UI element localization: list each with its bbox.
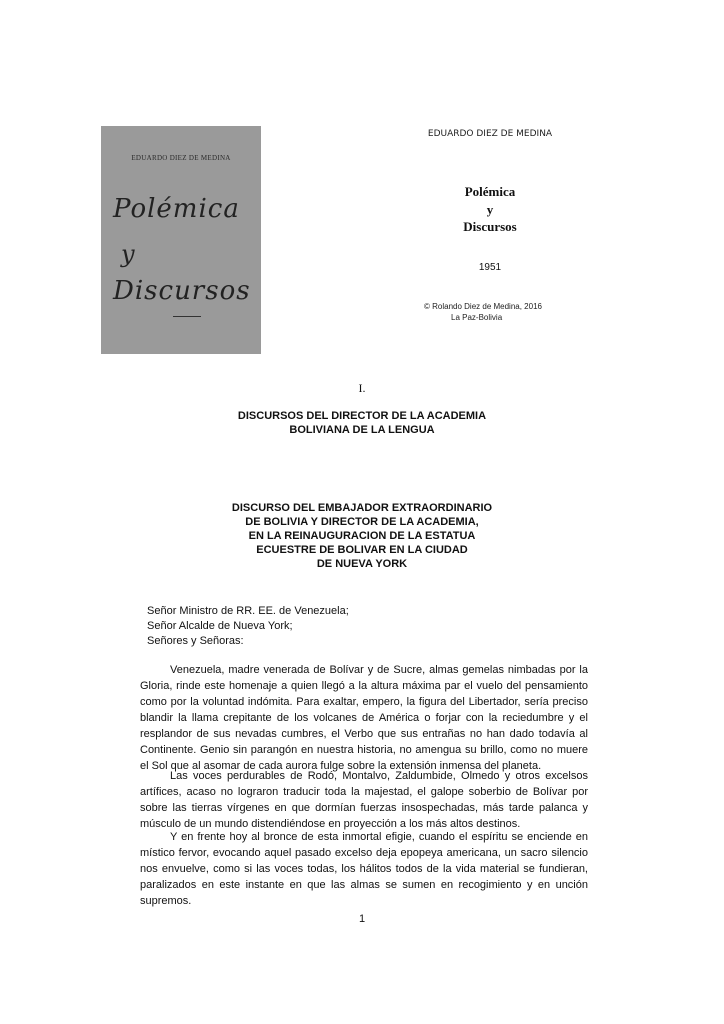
cover-title-discursos: Discursos <box>113 276 251 306</box>
paragraph-text: Las voces perdurables de Rodó, Montalvo, Zaldumbide, Olmedo y otros excelsos artífices, acaso no lograron traducir toda la majestad, el galope soberbio de Bolívar por sobre las tierras vírgenes en que dormían fuerzas insospechadas, más tarde palanca y músculo de un mundo distendiéndose en proyección a los más altos destinos. <box>140 770 588 830</box>
page-number: 1 <box>358 913 366 925</box>
section-heading-line-2: BOLIVIANA DE LA LENGUA <box>289 424 435 436</box>
section-heading-line-1: DISCURSOS DEL DIRECTOR DE LA ACADEMIA <box>237 410 487 422</box>
paragraph-2 <box>140 768 588 832</box>
cover-divider <box>173 316 201 317</box>
title-line-2: y <box>486 202 494 217</box>
speech-heading-line-5: DE NUEVA YORK <box>316 558 408 570</box>
cover-author: EDUARDO DIEZ DE MEDINA <box>131 154 231 162</box>
salutation-mayor: Señor Alcalde de Nueva York; <box>147 620 293 632</box>
speech-heading-line-2: DE BOLIVIA Y DIRECTOR DE LA ACADEMIA, <box>245 516 479 528</box>
copyright-location: La Paz-Bolivia <box>451 313 503 322</box>
speech-heading-line-3: EN LA REINAUGURACION DE LA ESTATUA <box>248 530 476 542</box>
paragraph-text: Y en frente hoy al bronce de esta inmortal efigie, cuando el espíritu se enciende en místico fervor, evocando aquel pasado excelso deja epopeya americana, un sacro silencio nos envuelve, como si las voces todas, los hálitos todos de la vida material se fundieran, paralizados en este instante en que las almas se sumen en recogimiento y en unción supremos. <box>140 831 588 907</box>
title-line-1: Polémica <box>464 184 516 199</box>
copyright-line: © Rolando Diez de Medina, 2016 <box>424 302 542 311</box>
salutation-minister: Señor Ministro de RR. EE. de Venezuela; <box>147 605 349 617</box>
section-number: I. <box>358 381 366 395</box>
salutation-audience: Señores y Señoras: <box>147 635 244 647</box>
paragraph-1 <box>140 662 588 774</box>
cover-title-y: y <box>121 240 135 268</box>
speech-heading-line-4: ECUESTRE DE BOLIVAR EN LA CIUDAD <box>256 544 468 556</box>
paragraph-3 <box>140 829 588 909</box>
paragraph-text: Venezuela, madre venerada de Bolívar y de Sucre, almas gemelas nimbadas por la Gloria, rinde este homenaje a quien llegó a la altura máxima par el vuelo del pensamiento como por la voluntad indómita. Para exaltar, empero, la figura del Libertador, sería preciso blandir la llama crepitante de los volcanes de América o forjar con la reciedumbre y el resplandor de sus nevadas cumbres, el Verbo que sus entrañas no han dado todavía al Continente. Genio sin parangón en nuestra historia, no amengua su brillo, como no muere el Sol que al asomar de cada aurora fulge sobre la extensión inmensa del planeta. <box>140 664 588 772</box>
speech-heading-line-1: DISCURSO DEL EMBAJADOR EXTRAORDINARIO <box>231 502 493 514</box>
book-cover-image <box>101 126 261 354</box>
publication-year: 1951 <box>478 262 502 273</box>
cover-title-polemica: Polémica <box>113 194 240 224</box>
title-line-3: Discursos <box>463 219 517 234</box>
header-author: EDUARDO DIEZ DE MEDINA <box>427 129 553 139</box>
